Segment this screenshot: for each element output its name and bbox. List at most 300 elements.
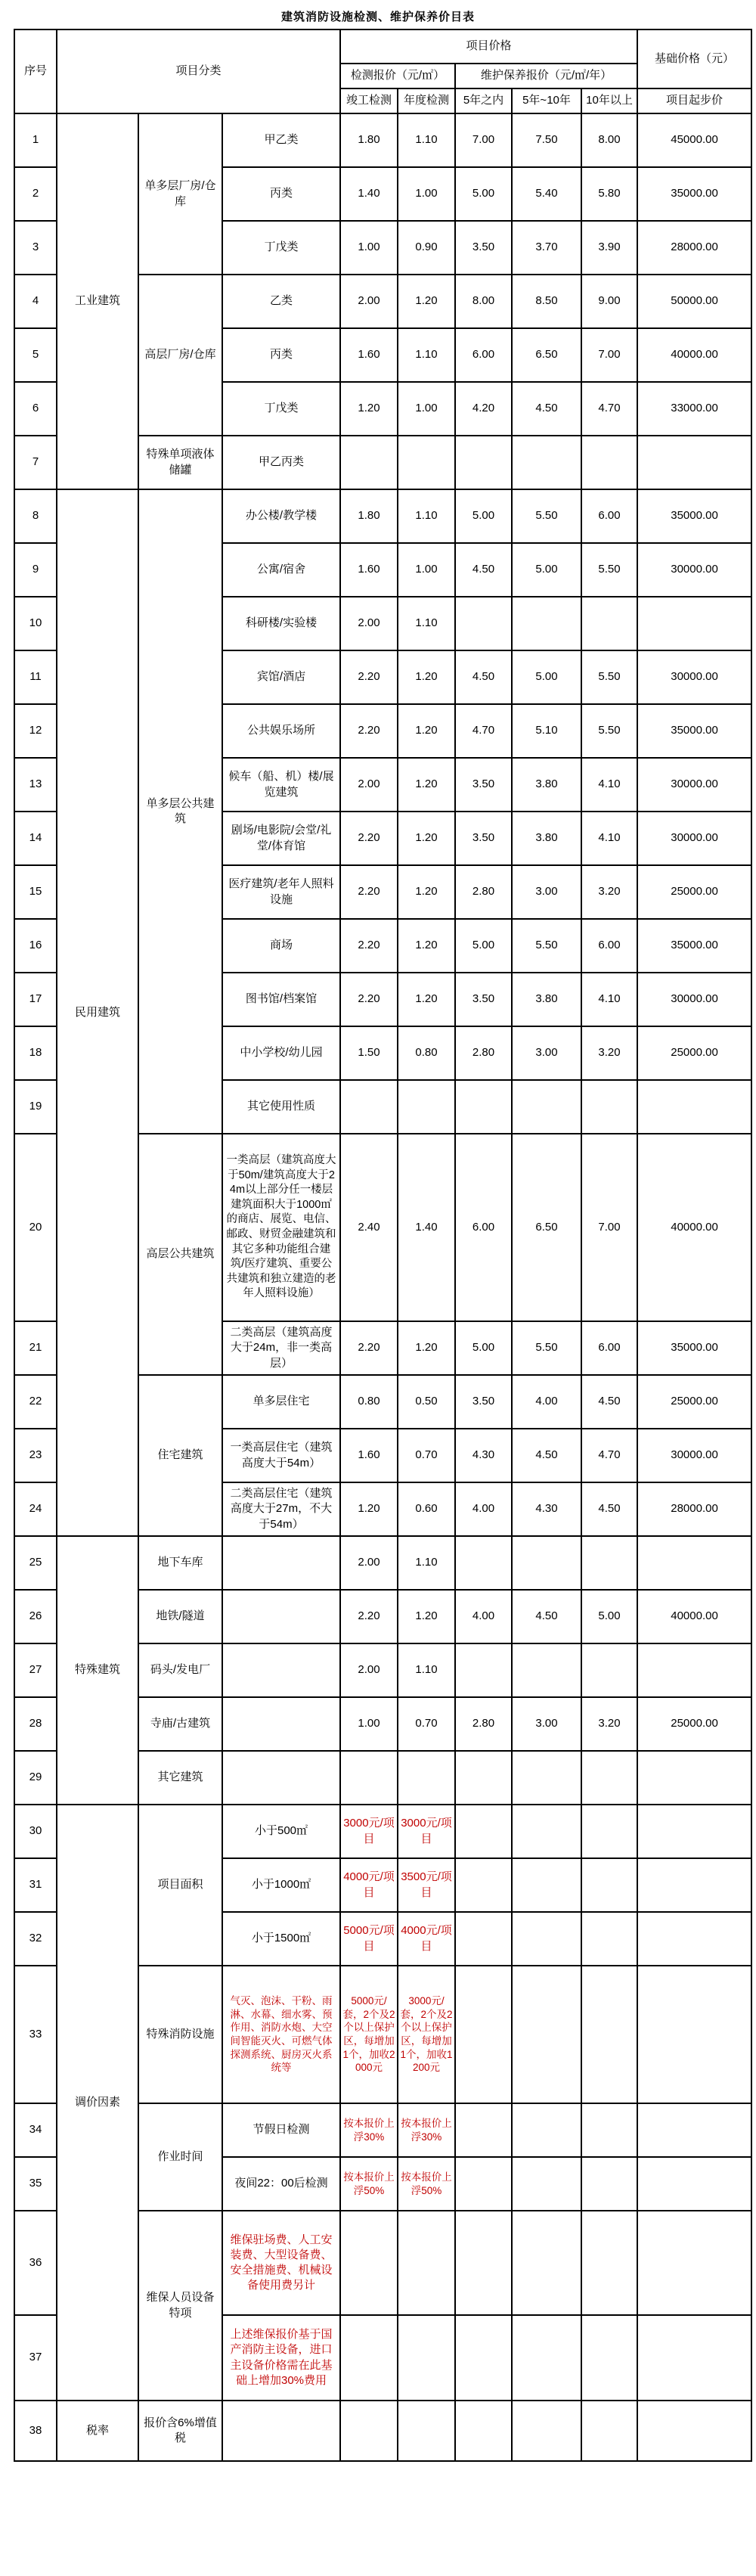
table-row — [14, 2401, 751, 2461]
maint-10y-cell — [581, 1080, 637, 1134]
maint-5y-cell: 6.00 — [455, 328, 512, 382]
item-cell: 科研楼/实验楼 — [222, 597, 340, 650]
item-cell — [222, 1643, 340, 1697]
maint-10y-cell: 7.00 — [581, 1134, 637, 1321]
maint-5y-cell: 4.50 — [455, 650, 512, 704]
base-price-cell — [637, 2315, 751, 2401]
cell-seq: 28 — [14, 1697, 57, 1751]
header-base-price-group: 基础价格（元） — [637, 29, 751, 88]
completion-price-cell: 1.40 — [340, 167, 398, 221]
maint-10y-cell — [581, 1912, 637, 1966]
cell-seq: 38 — [14, 2401, 57, 2461]
completion-price-cell: 2.00 — [340, 1643, 398, 1697]
category-l1-cell: 工业建筑 — [57, 113, 138, 489]
category-l2-cell: 特殊单项液体储罐 — [138, 436, 222, 489]
cell-seq: 5 — [14, 328, 57, 382]
category-l2-cell: 住宅建筑 — [138, 1375, 222, 1536]
annual-price-cell — [398, 2211, 455, 2315]
maint-10y-cell — [581, 597, 637, 650]
maint-5y-cell: 8.00 — [455, 275, 512, 328]
item-cell: 节假日检测 — [222, 2103, 340, 2157]
maint-5y-cell: 3.50 — [455, 221, 512, 275]
annual-price-cell — [398, 2315, 455, 2401]
completion-price-cell: 2.20 — [340, 704, 398, 758]
maint-10y-cell — [581, 1643, 637, 1697]
completion-price-cell: 2.00 — [340, 275, 398, 328]
completion-price-cell: 2.00 — [340, 1536, 398, 1590]
maint-5-10y-cell — [512, 2401, 581, 2461]
base-price-cell: 35000.00 — [637, 1321, 751, 1375]
annual-price-cell: 0.70 — [398, 1697, 455, 1751]
maint-5y-cell — [455, 2157, 512, 2211]
item-cell: 候车（船、机）楼/展览建筑 — [222, 758, 340, 812]
item-cell: 丙类 — [222, 167, 340, 221]
annual-price-cell — [398, 1080, 455, 1134]
base-price-cell: 35000.00 — [637, 167, 751, 221]
maint-5y-cell: 5.00 — [455, 1321, 512, 1375]
cell-seq: 20 — [14, 1134, 57, 1321]
maint-5y-cell: 3.50 — [455, 812, 512, 865]
base-price-cell: 28000.00 — [637, 221, 751, 275]
maint-10y-cell: 6.00 — [581, 1321, 637, 1375]
annual-price-cell: 0.90 — [398, 221, 455, 275]
base-price-cell — [637, 2103, 751, 2157]
maint-10y-cell: 3.20 — [581, 865, 637, 919]
annual-price-cell: 1.20 — [398, 865, 455, 919]
maint-10y-cell: 5.50 — [581, 650, 637, 704]
maint-5y-cell — [455, 1912, 512, 1966]
cell-seq: 25 — [14, 1536, 57, 1590]
maint-5y-cell: 5.00 — [455, 167, 512, 221]
cell-seq: 12 — [14, 704, 57, 758]
item-cell: 丁戊类 — [222, 382, 340, 436]
maint-10y-cell: 5.80 — [581, 167, 637, 221]
completion-price-cell: 0.80 — [340, 1375, 398, 1429]
maint-5y-cell: 5.00 — [455, 919, 512, 973]
table-row — [14, 113, 751, 167]
maint-10y-cell — [581, 2103, 637, 2157]
maint-10y-cell — [581, 1536, 637, 1590]
maint-5y-cell: 4.30 — [455, 1429, 512, 1482]
header-row-1 — [14, 29, 751, 64]
annual-price-cell: 0.80 — [398, 1026, 455, 1080]
base-price-cell: 33000.00 — [637, 382, 751, 436]
item-cell: 一类高层（建筑高度大于50m/建筑高度大于24m以上部分任一楼层建筑面积大于1000㎡的商店、展览、电信、邮政、财贸金融建筑和其它多种功能组合建筑/医疗建筑、重要公共建筑和独立建造的老年人照料设施） — [222, 1134, 340, 1321]
cell-seq: 29 — [14, 1751, 57, 1805]
base-price-cell: 35000.00 — [637, 489, 751, 543]
price-table — [14, 29, 752, 2462]
category-l2-cell: 单多层厂房/仓库 — [138, 113, 222, 275]
annual-price-cell: 3500元/项目 — [398, 1858, 455, 1912]
item-cell — [222, 1751, 340, 1805]
maint-5-10y-cell: 4.50 — [512, 1590, 581, 1643]
completion-price-cell: 2.00 — [340, 597, 398, 650]
maint-10y-cell: 5.50 — [581, 543, 637, 597]
maint-10y-cell: 4.50 — [581, 1482, 637, 1536]
cell-seq: 23 — [14, 1429, 57, 1482]
maint-5-10y-cell: 5.40 — [512, 167, 581, 221]
completion-price-cell: 1.20 — [340, 382, 398, 436]
annual-price-cell: 3000元/项目 — [398, 1805, 455, 1858]
completion-price-cell: 按本报价上浮30% — [340, 2103, 398, 2157]
base-price-cell: 35000.00 — [637, 704, 751, 758]
base-price-cell: 25000.00 — [637, 865, 751, 919]
cell-seq: 18 — [14, 1026, 57, 1080]
header-within-5y: 5年之内 — [455, 88, 512, 113]
cell-seq: 1 — [14, 113, 57, 167]
base-price-cell — [637, 1805, 751, 1858]
base-price-cell — [637, 2401, 751, 2461]
maint-5y-cell — [455, 1536, 512, 1590]
maint-5y-cell: 3.50 — [455, 1375, 512, 1429]
annual-price-cell: 1.20 — [398, 973, 455, 1026]
maint-10y-cell: 7.00 — [581, 328, 637, 382]
completion-price-cell — [340, 2401, 398, 2461]
maint-5y-cell: 5.00 — [455, 489, 512, 543]
maint-5y-cell — [455, 2211, 512, 2315]
base-price-cell — [637, 1912, 751, 1966]
maint-5-10y-cell: 5.00 — [512, 543, 581, 597]
cell-seq: 30 — [14, 1805, 57, 1858]
completion-price-cell: 2.20 — [340, 973, 398, 1026]
maint-5-10y-cell: 8.50 — [512, 275, 581, 328]
annual-price-cell: 1.10 — [398, 113, 455, 167]
maint-5-10y-cell: 5.50 — [512, 919, 581, 973]
cell-seq: 34 — [14, 2103, 57, 2157]
annual-price-cell: 1.10 — [398, 1536, 455, 1590]
cell-seq: 24 — [14, 1482, 57, 1536]
maint-5-10y-cell — [512, 1751, 581, 1805]
cell-seq: 9 — [14, 543, 57, 597]
category-l2-cell: 高层公共建筑 — [138, 1134, 222, 1375]
item-cell: 丙类 — [222, 328, 340, 382]
base-price-cell: 28000.00 — [637, 1482, 751, 1536]
item-cell: 图书馆/档案馆 — [222, 973, 340, 1026]
item-cell — [222, 2401, 340, 2461]
completion-price-cell: 1.60 — [340, 543, 398, 597]
base-price-cell: 45000.00 — [637, 113, 751, 167]
completion-price-cell: 2.20 — [340, 812, 398, 865]
maint-10y-cell — [581, 1805, 637, 1858]
base-price-cell: 35000.00 — [637, 919, 751, 973]
annual-price-cell: 0.70 — [398, 1429, 455, 1482]
annual-price-cell — [398, 2401, 455, 2461]
maint-5y-cell: 4.00 — [455, 1482, 512, 1536]
maint-5-10y-cell — [512, 1805, 581, 1858]
category-l1-cell: 民用建筑 — [57, 489, 138, 1536]
completion-price-cell: 1.80 — [340, 113, 398, 167]
maint-5y-cell: 4.70 — [455, 704, 512, 758]
maint-5-10y-cell — [512, 1858, 581, 1912]
maint-5y-cell — [455, 1858, 512, 1912]
completion-price-cell: 1.00 — [340, 221, 398, 275]
maint-5y-cell — [455, 2315, 512, 2401]
category-l2-cell: 地下车库 — [138, 1536, 222, 1590]
annual-price-cell: 1.00 — [398, 167, 455, 221]
base-price-cell — [637, 1080, 751, 1134]
completion-price-cell: 1.60 — [340, 328, 398, 382]
base-price-cell: 40000.00 — [637, 1590, 751, 1643]
maint-5-10y-cell: 7.50 — [512, 113, 581, 167]
maint-5-10y-cell — [512, 2315, 581, 2401]
annual-price-cell: 1.00 — [398, 382, 455, 436]
header-over-10y: 10年以上 — [581, 88, 637, 113]
header-detection-group: 检测报价（元/㎡） — [340, 64, 455, 88]
annual-price-cell: 按本报价上浮50% — [398, 2157, 455, 2211]
item-cell: 甲乙类 — [222, 113, 340, 167]
cell-seq: 22 — [14, 1375, 57, 1429]
category-l1-cell: 特殊建筑 — [57, 1536, 138, 1805]
cell-seq: 21 — [14, 1321, 57, 1375]
item-cell: 其它使用性质 — [222, 1080, 340, 1134]
item-cell: 小于1000㎡ — [222, 1858, 340, 1912]
completion-price-cell: 2.20 — [340, 650, 398, 704]
maint-5y-cell: 2.80 — [455, 1026, 512, 1080]
maint-5-10y-cell: 5.10 — [512, 704, 581, 758]
maint-5-10y-cell — [512, 1912, 581, 1966]
maint-5y-cell: 6.00 — [455, 1134, 512, 1321]
maint-10y-cell: 6.00 — [581, 489, 637, 543]
completion-price-cell: 2.20 — [340, 1590, 398, 1643]
completion-price-cell: 1.80 — [340, 489, 398, 543]
cell-seq: 3 — [14, 221, 57, 275]
maint-5y-cell: 3.50 — [455, 973, 512, 1026]
maint-5-10y-cell — [512, 2211, 581, 2315]
header-price-group: 项目价格 — [340, 29, 637, 64]
completion-price-cell: 1.20 — [340, 1482, 398, 1536]
annual-price-cell: 1.00 — [398, 543, 455, 597]
cell-seq: 7 — [14, 436, 57, 489]
maint-5-10y-cell — [512, 597, 581, 650]
maint-5y-cell: 2.80 — [455, 1697, 512, 1751]
maint-10y-cell: 3.20 — [581, 1697, 637, 1751]
cell-seq: 11 — [14, 650, 57, 704]
item-cell: 单多层住宅 — [222, 1375, 340, 1429]
completion-price-cell — [340, 1080, 398, 1134]
item-cell: 小于500㎡ — [222, 1805, 340, 1858]
base-price-cell: 40000.00 — [637, 328, 751, 382]
maint-5-10y-cell: 6.50 — [512, 1134, 581, 1321]
base-price-cell — [637, 1751, 751, 1805]
cell-seq: 33 — [14, 1966, 57, 2103]
maint-5y-cell — [455, 1080, 512, 1134]
cell-seq: 36 — [14, 2211, 57, 2315]
maint-5-10y-cell: 3.80 — [512, 758, 581, 812]
maint-5y-cell — [455, 2401, 512, 2461]
item-cell: 丁戊类 — [222, 221, 340, 275]
annual-price-cell: 1.20 — [398, 812, 455, 865]
maint-10y-cell: 6.00 — [581, 919, 637, 973]
annual-price-cell: 1.10 — [398, 489, 455, 543]
maint-10y-cell — [581, 2211, 637, 2315]
cell-seq: 26 — [14, 1590, 57, 1643]
maint-10y-cell: 4.50 — [581, 1375, 637, 1429]
maint-5y-cell: 7.00 — [455, 113, 512, 167]
annual-price-cell: 1.20 — [398, 758, 455, 812]
category-l2-cell: 寺庙/古建筑 — [138, 1697, 222, 1751]
completion-price-cell: 2.20 — [340, 919, 398, 973]
maint-5-10y-cell — [512, 2103, 581, 2157]
maint-5-10y-cell — [512, 1080, 581, 1134]
base-price-cell — [637, 1858, 751, 1912]
completion-price-cell: 按本报价上浮50% — [340, 2157, 398, 2211]
maint-5y-cell — [455, 1966, 512, 2103]
base-price-cell: 30000.00 — [637, 812, 751, 865]
maint-5-10y-cell — [512, 1966, 581, 2103]
item-cell: 中小学校/幼儿园 — [222, 1026, 340, 1080]
base-price-cell — [637, 1536, 751, 1590]
annual-price-cell: 3000元/套，2个及2个以上保护区，每增加1个，加收1200元 — [398, 1966, 455, 2103]
completion-price-cell: 5000元/项目 — [340, 1912, 398, 1966]
cell-seq: 19 — [14, 1080, 57, 1134]
category-l2-cell: 地铁/隧道 — [138, 1590, 222, 1643]
item-cell: 甲乙丙类 — [222, 436, 340, 489]
maint-10y-cell: 4.10 — [581, 973, 637, 1026]
maint-10y-cell: 3.20 — [581, 1026, 637, 1080]
completion-price-cell: 1.50 — [340, 1026, 398, 1080]
annual-price-cell: 按本报价上浮30% — [398, 2103, 455, 2157]
cell-seq: 16 — [14, 919, 57, 973]
category-l2-cell: 项目面积 — [138, 1805, 222, 1966]
cell-seq: 14 — [14, 812, 57, 865]
annual-price-cell: 1.20 — [398, 919, 455, 973]
maint-5-10y-cell — [512, 2157, 581, 2211]
base-price-cell: 30000.00 — [637, 650, 751, 704]
item-cell: 气灭、泡沫、干粉、雨淋、水幕、细水雾、预作用、消防水炮、大空间智能灭火、可燃气体探测系统、厨房灭火系统等 — [222, 1966, 340, 2103]
cell-seq: 17 — [14, 973, 57, 1026]
maint-5-10y-cell: 3.70 — [512, 221, 581, 275]
maint-5-10y-cell: 5.50 — [512, 489, 581, 543]
maint-5-10y-cell: 3.00 — [512, 865, 581, 919]
item-cell: 办公楼/教学楼 — [222, 489, 340, 543]
category-l2-cell: 作业时间 — [138, 2103, 222, 2211]
item-cell: 宾馆/酒店 — [222, 650, 340, 704]
maint-5-10y-cell: 6.50 — [512, 328, 581, 382]
item-cell — [222, 1697, 340, 1751]
maint-10y-cell — [581, 1858, 637, 1912]
cell-seq: 31 — [14, 1858, 57, 1912]
annual-price-cell: 1.20 — [398, 1321, 455, 1375]
header-completion: 竣工检测 — [340, 88, 398, 113]
maint-5-10y-cell — [512, 436, 581, 489]
category-l2-cell: 维保人员设备特项 — [138, 2211, 222, 2401]
annual-price-cell: 1.20 — [398, 1590, 455, 1643]
category-l2-cell: 报价含6%增值税 — [138, 2401, 222, 2461]
item-cell: 医疗建筑/老年人照料设施 — [222, 865, 340, 919]
maint-10y-cell: 4.70 — [581, 382, 637, 436]
category-l2-cell: 其它建筑 — [138, 1751, 222, 1805]
category-l1-cell: 调价因素 — [57, 1805, 138, 2401]
cell-seq: 37 — [14, 2315, 57, 2401]
item-cell: 乙类 — [222, 275, 340, 328]
completion-price-cell: 5000元/套，2个及2个以上保护区，每增加1个，加收2000元 — [340, 1966, 398, 2103]
item-cell: 维保驻场费、人工安装费、大型设备费、安全措施费、机械设备使用费另计 — [222, 2211, 340, 2315]
base-price-cell: 50000.00 — [637, 275, 751, 328]
base-price-cell — [637, 1643, 751, 1697]
page-title: 建筑消防设施检测、维护保养价目表 — [280, 11, 475, 23]
annual-price-cell: 1.40 — [398, 1134, 455, 1321]
category-l2-cell: 高层厂房/仓库 — [138, 275, 222, 436]
completion-price-cell: 2.20 — [340, 1321, 398, 1375]
completion-price-cell — [340, 1751, 398, 1805]
annual-price-cell: 1.10 — [398, 597, 455, 650]
table-row — [14, 489, 751, 543]
base-price-cell: 25000.00 — [637, 1026, 751, 1080]
item-cell: 二类高层住宅（建筑高度大于27m，不大于54m） — [222, 1482, 340, 1536]
maint-10y-cell — [581, 436, 637, 489]
annual-price-cell — [398, 1751, 455, 1805]
maint-5y-cell: 4.20 — [455, 382, 512, 436]
annual-price-cell: 1.10 — [398, 328, 455, 382]
header-start-price: 项目起步价 — [637, 88, 751, 113]
annual-price-cell — [398, 436, 455, 489]
table-row — [14, 1805, 751, 1858]
cell-seq: 27 — [14, 1643, 57, 1697]
maint-5-10y-cell: 3.80 — [512, 812, 581, 865]
maint-5-10y-cell: 4.50 — [512, 1429, 581, 1482]
base-price-cell — [637, 2211, 751, 2315]
completion-price-cell — [340, 2315, 398, 2401]
maint-5-10y-cell: 4.00 — [512, 1375, 581, 1429]
annual-price-cell: 1.20 — [398, 704, 455, 758]
base-price-cell: 30000.00 — [637, 973, 751, 1026]
category-l2-cell: 特殊消防设施 — [138, 1966, 222, 2103]
maint-10y-cell: 9.00 — [581, 275, 637, 328]
item-cell: 小于1500㎡ — [222, 1912, 340, 1966]
header-seq: 序号 — [14, 29, 57, 113]
base-price-cell: 30000.00 — [637, 543, 751, 597]
item-cell: 公寓/宿舍 — [222, 543, 340, 597]
item-cell: 一类高层住宅（建筑高度大于54m） — [222, 1429, 340, 1482]
maint-5y-cell — [455, 1805, 512, 1858]
maint-5y-cell: 4.50 — [455, 543, 512, 597]
maint-5y-cell — [455, 597, 512, 650]
completion-price-cell: 3000元/项目 — [340, 1805, 398, 1858]
cell-seq: 32 — [14, 1912, 57, 1966]
annual-price-cell: 0.50 — [398, 1375, 455, 1429]
base-price-cell: 30000.00 — [637, 1429, 751, 1482]
completion-price-cell — [340, 436, 398, 489]
cell-seq: 35 — [14, 2157, 57, 2211]
cell-seq: 8 — [14, 489, 57, 543]
maint-5y-cell — [455, 436, 512, 489]
annual-price-cell: 1.20 — [398, 275, 455, 328]
item-cell: 剧场/电影院/会堂/礼堂/体育馆 — [222, 812, 340, 865]
maint-10y-cell: 4.10 — [581, 812, 637, 865]
item-cell: 夜间22：00后检测 — [222, 2157, 340, 2211]
completion-price-cell — [340, 2211, 398, 2315]
item-cell — [222, 1590, 340, 1643]
maint-10y-cell: 5.50 — [581, 704, 637, 758]
maint-5-10y-cell: 5.50 — [512, 1321, 581, 1375]
completion-price-cell: 2.20 — [340, 865, 398, 919]
base-price-cell: 40000.00 — [637, 1134, 751, 1321]
header-annual: 年度检测 — [398, 88, 455, 113]
annual-price-cell: 4000元/项目 — [398, 1912, 455, 1966]
header-classification: 项目分类 — [57, 29, 340, 113]
maint-5-10y-cell — [512, 1643, 581, 1697]
completion-price-cell: 1.00 — [340, 1697, 398, 1751]
annual-price-cell: 1.10 — [398, 1643, 455, 1697]
completion-price-cell: 2.00 — [340, 758, 398, 812]
cell-seq: 13 — [14, 758, 57, 812]
maint-5y-cell: 2.80 — [455, 865, 512, 919]
maint-5-10y-cell: 4.30 — [512, 1482, 581, 1536]
maint-5y-cell: 4.00 — [455, 1590, 512, 1643]
maint-10y-cell — [581, 2157, 637, 2211]
item-cell: 商场 — [222, 919, 340, 973]
base-price-cell — [637, 597, 751, 650]
